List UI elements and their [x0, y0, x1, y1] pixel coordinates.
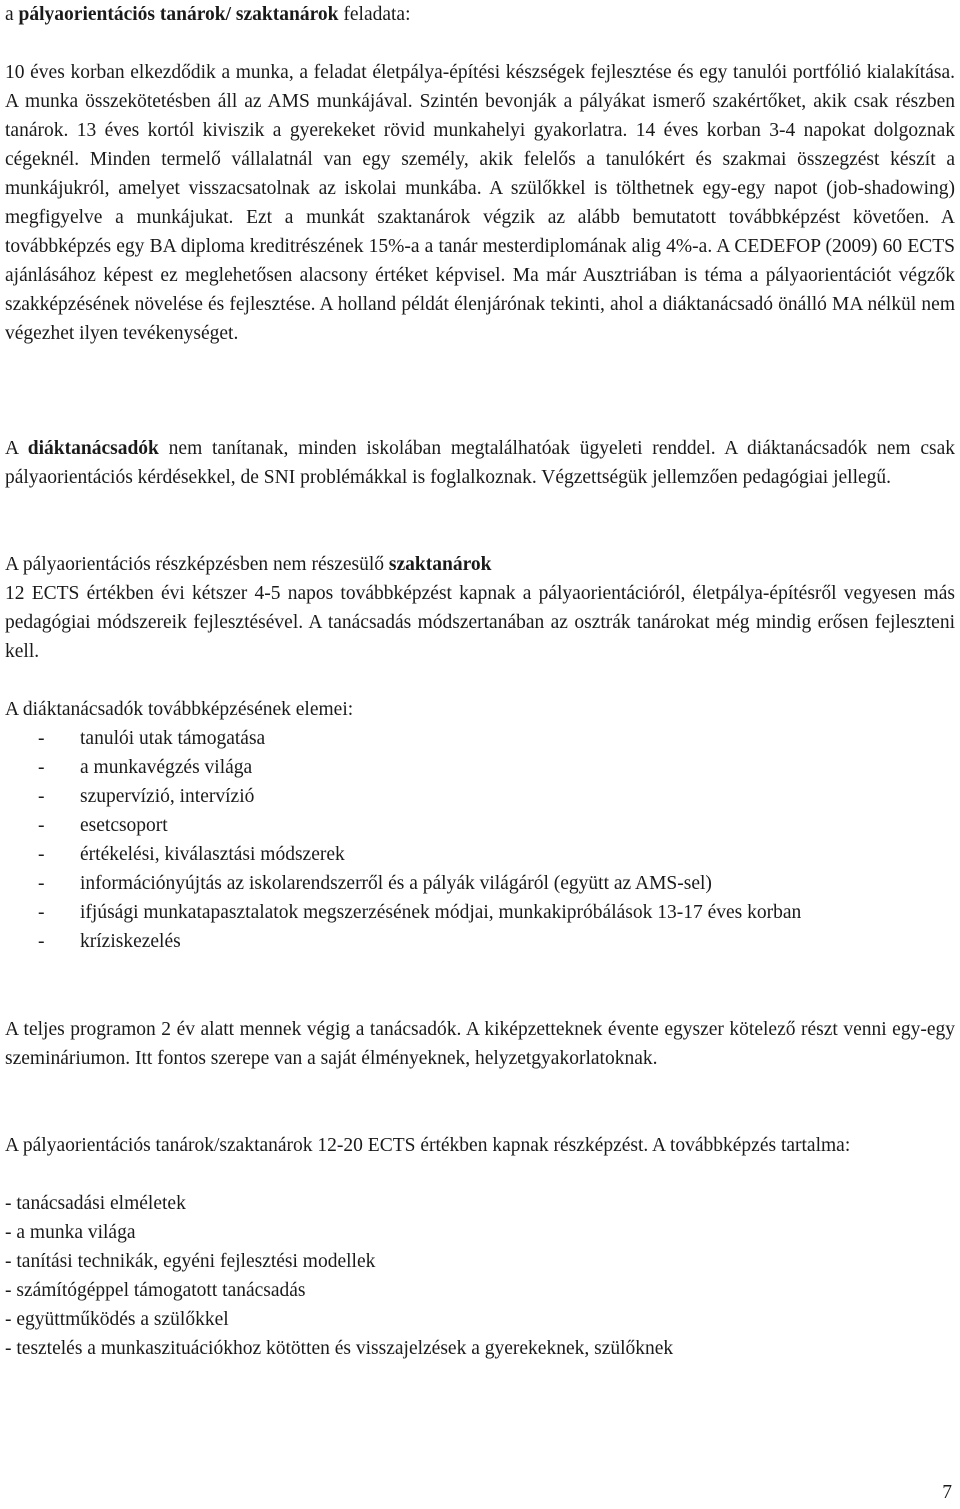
list-item: - kríziskezelés: [38, 931, 181, 952]
training-elements-list: [5, 724, 955, 956]
paragraph-szaktanarok: A pályaorientációs részképzésben nem részesülő szaktanárok 12 ECTS értékben évi kétszer 4-5 napos továbbképzést kapnak a pályaorientációról, életpálya-építésről vegyesen más pedagógiai módszereik fejlesztésével. A tanácsadás módszertanában az osztrák tanárokat még mindig erősen fejleszteni kell.: [5, 554, 955, 662]
list-item: - tanítási technikák, egyéni fejlesztési modellek: [5, 1251, 376, 1272]
list-item: - esetcsoport: [38, 815, 168, 836]
list-item: - együttműködés a szülőkkel: [5, 1309, 229, 1330]
paragraph-intro: 10 éves korban elkezdődik a munka, a feladat életpálya-építési készségek fejlesztése és egy tanulói portfólió kialakítása. A munka összekötetésben áll az AMS munkájával. Szintén bevonják a pályákat ismerő szakértőket, akik csak részben tanárok. 13 éves kortól kiviszik a gyerekeket rövid munkahelyi gyakorlatra. 14 éves korban 3-4 napokat dolgoznak cégeknél. Minden termelő vállalatnál van egy személy, akik felelős a tanulókért és szakmai összegzést készít a munkájukról, amelyet visszacsatolnak az iskolai munkába. A szülőkkel is tölthetnek egy-egy napot (job-shadowing) megfigyelve a munkájukat. Ezt a munkát szaktanárok végzik az alább bemutatott továbbképzést követően. A továbbképzés egy BA diploma kreditrészének 15%-a a tanár mesterdiplomának alig 4%-a. A CEDEFOP (2009) 60 ECTS ajánlásához képest ez meglehetősen alacsony értéket képvisel. Ma már Ausztriában is téma a pályaorientációt végzők szakképzésének növelése és fejlesztése. A holland példát élenjárónak tekinti, ahol a diáktanácsadó önálló MA nélkül nem végezhet ilyen tevékenységet.: [5, 62, 955, 344]
list-item: - a munkavégzés világa: [38, 757, 253, 778]
term-szaktanarok: szaktanárok: [388, 554, 492, 575]
term-diaktanacsadok: diáktanácsadók: [27, 438, 159, 459]
section-heading: a pályaorientációs tanárok/ szaktanárok feladata:: [5, 4, 411, 25]
paragraph-diaktanacsadok: A diáktanácsadók nem tanítanak, minden iskolában megtalálhatóak ügyeleti renddel. A diáktanácsadók nem csak pályaorientációs kérdésekkel, de SNI problémákkal is foglalkoznak. Végzettségük jellemzően pedagógiai jellegű.: [5, 438, 955, 488]
page-number: 7: [942, 1482, 952, 1503]
paragraph-palyaorientacios-tanarok: A pályaorientációs tanárok/szaktanárok 12-20 ECTS értékben kapnak részképzést. A továbbképzés tartalma:: [5, 1135, 851, 1156]
list-item: - számítógéppel támogatott tanácsadás: [5, 1280, 306, 1301]
list-item: - ifjúsági munkatapasztalatok megszerzésének módjai, munkakipróbálások 13-17 éves korban: [38, 902, 802, 923]
list-item: - a munka világa: [5, 1222, 136, 1243]
list-title: A diáktanácsadók továbbképzésének elemei:: [5, 699, 354, 720]
list-item: - tanulói utak támogatása: [38, 728, 266, 749]
list-item: - szupervízió, intervízió: [38, 786, 255, 807]
paragraph-program: A teljes programon 2 év alatt mennek végig a tanácsadók. A kiképzetteknek évente egyszer kötelező részt venni egy-egy szemináriumon. Itt fontos szerepe van a saját élményeknek, helyzetgyakorlatoknak.: [5, 1019, 955, 1069]
training-content-list: [5, 1189, 673, 1363]
list-item: - értékelési, kiválasztási módszerek: [38, 844, 345, 865]
list-item: - tesztelés a munkaszituációkhoz kötötten és visszajelzések a gyerekeknek, szülőknek: [5, 1338, 674, 1359]
list-item: - információnyújtás az iskolarendszerről és a pályák világáról (együtt az AMS-sel): [38, 873, 712, 894]
list-item: - tanácsadási elméletek: [5, 1193, 186, 1214]
heading-bold: pályaorientációs tanárok/ szaktanárok: [18, 4, 339, 25]
